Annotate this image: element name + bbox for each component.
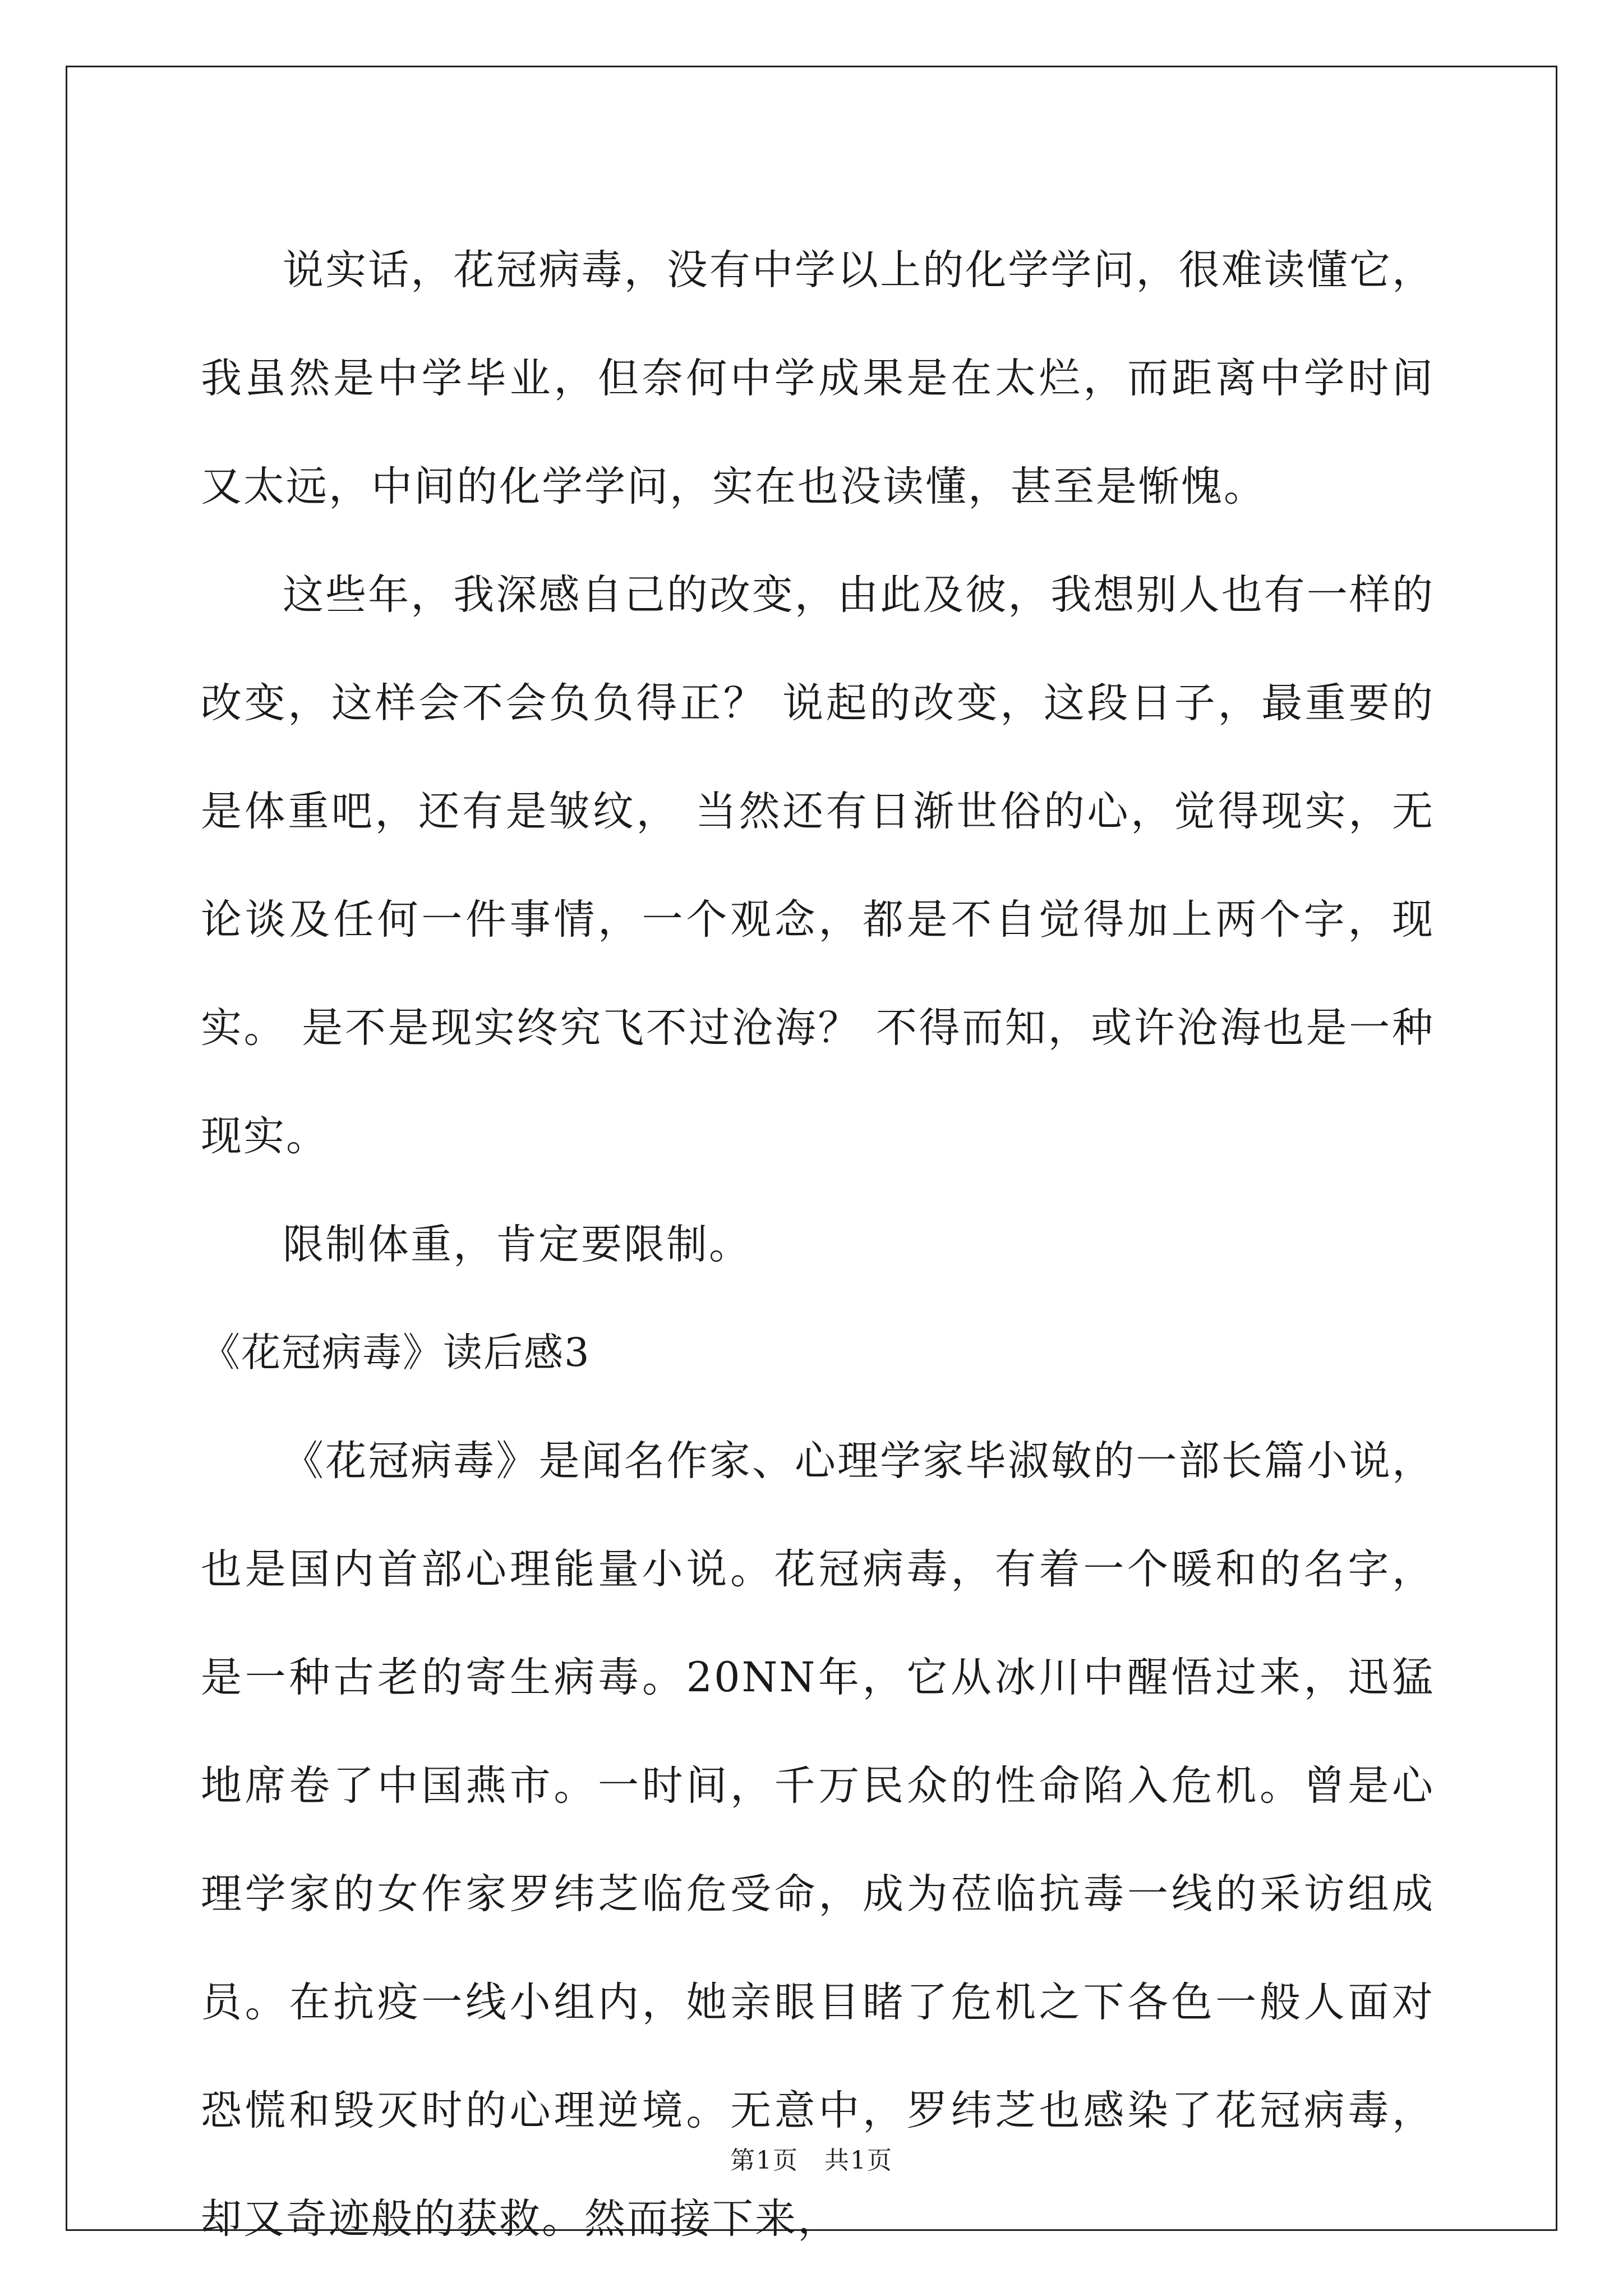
section-heading: 《花冠病毒》读后感3: [201, 1329, 591, 1375]
paragraph-2: 这些年，我深感自己的改变，由此及彼，我想别人也有一样的改变，这样会不会负负得正？ 说起的改变，这段日子，最重要的是体重吧，还有是皱纹， 当然还有日渐世俗的心，觉得现实，无论谈及任何一件事情，一个观念，都是不自觉得加上两个字，现实。 是不是现实终究飞不过沧海？ 不得而知，或许沧海也是一种现实。: [201, 571, 1435, 1160]
page-footer: 第1页 共1页: [730, 2146, 893, 2175]
paragraph-3: 限制体重，肯定要限制。: [283, 1221, 751, 1268]
document-body: [201, 216, 1435, 2273]
paragraph-1: 说实话，花冠病毒，没有中学以上的化学学问，很难读懂它，我虽然是中学毕业，但奈何中学成果是在太烂，而距离中学时间又太远，中间的化学学问，实在也没读懂，甚至是惭愧。: [201, 246, 1435, 510]
paragraph-4: 《花冠病毒》是闻名作家、心理学家毕淑敏的一部长篇小说，也是国内首部心理能量小说。花冠病毒，有着一个暖和的名字，是一种古老的寄生病毒。20NN年，它从冰川中醒悟过来，迅猛地席卷了中国燕市。一时间，千万民众的性命陷入危机。曾是心理学家的女作家罗纬芝临危受命，成为莅临抗毒一线的采访组成员。在抗疫一线小组内，她亲眼目睹了危机之下各色一般人面对恐慌和毁灭时的心理逆境。无意中，罗纬芝也感染了花冠病毒，却又奇迹般的获救。然而接下来，: [201, 1437, 1435, 2243]
